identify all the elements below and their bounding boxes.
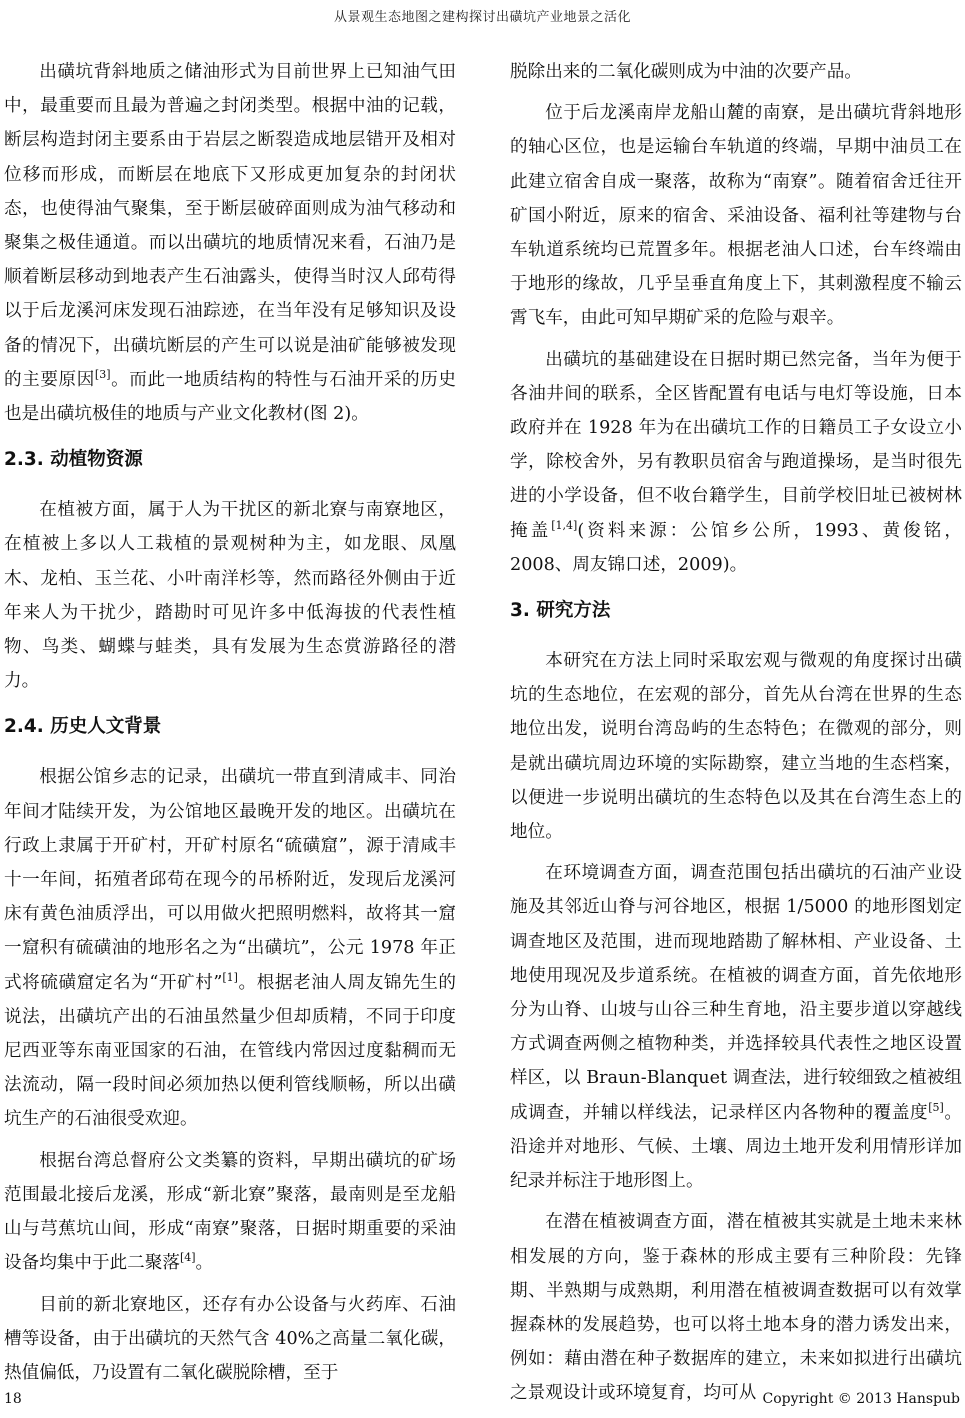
paragraph-history: 根据公馆乡志的记录，出磺坑一带直到清咸丰、同治年间才陆续开发，为公馆地区最晚开发的地区。出磺坑在行政上隶属于开矿村，开矿村原名“硫磺窟”，源于清咸丰十一年间，拓殖者邱苟在现今的吊桥附近，发现后龙溪河床有黄色油质浮出，可以用做火把照明燃料，故将其一窟一窟积有硫磺油的地形名之为“出磺坑”，公元 1978 年正式将硫磺窟定名为“开矿村”[1]。根据老油人周友锦先生的说法，出磺坑产出的石油虽然量少但却质精，不同于印度尼西亚等东南亚国家的石油，在管线内常因过度黏稠而无法流动，隔一段时间必须加热以便利管线顺畅，所以出磺坑生产的石油很受欢迎。 bbox=[4, 767, 456, 1130]
page-footer bbox=[4, 1391, 960, 1407]
paragraph-nanliao: 位于后龙溪南岸龙船山麓的南寮，是出磺坑背斜地形的轴心区位，也是运输台车轨道的终端，早期中油员工在此建立宿舍自成一聚落，故称为“南寮”。随着宿舍迁往开矿国小附近，原来的宿舍、采油设备、福利社等建物与台车轨道系统均已荒置多年。根据老油人口述，台车终端由于地形的缘故，几乎呈垂直角度上下，其刺激程度不输云霄飞车，由此可知早期矿采的危险与艰辛。 bbox=[510, 103, 962, 329]
section-heading-2-4: 2.4. 历史人文背景 bbox=[4, 716, 162, 738]
paragraph-infrastructure: 出磺坑的基础建设在日据时期已然完备，当年为便于各油井间的联系，全区皆配置有电话与电灯等设施，日本政府并在 1928 年为在出磺坑工作的日籍员工子女设立小学，除校舍外，另有教职员宿舍与跑道操场，是当时很先进的小学设备，但不收台籍学生，目前学校旧址已被树林掩盖[1,4](资料来源：公馆乡公所，1993、黄俊铭，2008、周友锦口述，2009)。 bbox=[510, 349, 962, 575]
page-number: 18 bbox=[4, 1391, 22, 1407]
paragraph-xinbeiliao: 目前的新北寮地区，还存有办公设备与火药库、石油槽等设备，由于出磺坑的天然气含 40%之高量二氧化碳，热值偏低，乃设置有二氧化碳脱除槽，至于 bbox=[4, 1294, 456, 1383]
citation: [1] bbox=[222, 970, 238, 984]
paragraph-settlements: 根据台湾总督府公文类纂的资料，早期出磺坑的矿场范围最北接后龙溪，形成“新北寮”聚落，最南则是至龙船山与芎蕉坑山间，形成“南寮”聚落，日据时期重要的采油设备均集中于此二聚落[4]。 bbox=[4, 1150, 456, 1274]
paragraph-continued: 脱除出来的二氧化碳则成为中油的次要产品。 bbox=[510, 62, 862, 82]
running-header: 从景观生态地图之建构探讨出磺坑产业地景之活化 bbox=[333, 10, 631, 25]
paragraph-geology: 出磺坑背斜地质之储油形式为目前世界上已知油气田中，最重要而且最为普遍之封闭类型。根据中油的记载，断层构造封闭主要系由于岩层之断裂造成地层错开及相对位移而形成，而断层在地底下又形成更加复杂的封闭状态，也使得油气聚集，至于断层破碎面则成为油气移动和聚集之极佳通道。而以出磺坑的地质情况来看，石油乃是顺着断层移动到地表产生石油露头，使得当时汉人邱苟得以于后龙溪河床发现石油踪迹，在当年没有足够知识及设备的情况下，出磺坑断层的产生可以说是油矿能够被发现的主要原因[3]。而此一地质结构的特性与石油开采的历史也是出磺坑极佳的地质与产业文化教材(图 2)。 bbox=[4, 62, 456, 425]
citation: [5] bbox=[928, 1100, 944, 1114]
paragraph-methods: 本研究在方法上同时采取宏观与微观的角度探讨出磺坑的生态地位，在宏观的部分，首先从台湾在世界的生态地位出发，说明台湾岛屿的生态特色；在微观的部分，则是就出磺坑周边环境的实际勘察，建立当地的生态档案，以便进一步说明出磺坑的生态特色以及其在台湾生态上的地位。 bbox=[510, 651, 962, 843]
paragraph-potential-vegetation: 在潜在植被调查方面，潜在植被其实就是土地未来林相发展的方向，鉴于森林的形成主要有三种阶段：先锋期、半熟期与成熟期，利用潜在植被调查数据可以有效掌握森林的发展趋势，也可以将土地本身的潜力诱发出来，例如：藉由潜在种子数据库的建立，未来如拟进行出磺坑之景观设计或环境复育，均可从 bbox=[510, 1212, 962, 1404]
citation: [1,4] bbox=[551, 518, 578, 532]
copyright: Copyright © 2013 Hanspub bbox=[762, 1391, 960, 1407]
section-heading-3: 3. 研究方法 bbox=[510, 600, 611, 622]
citation: [3] bbox=[94, 367, 111, 381]
left-column bbox=[4, 55, 456, 1397]
citation: [4] bbox=[179, 1251, 196, 1265]
right-column bbox=[510, 55, 962, 1418]
paragraph-flora-fauna: 在植被方面，属于人为干扰区的新北寮与南寮地区，在植被上多以人工栽植的景观树种为主，如龙眼、凤凰木、龙柏、玉兰花、小叶南洋杉等，然而路径外侧由于近年来人为干扰少，踏勘时可见许多中低海拔的代表性植物、鸟类、蝴蝶与蛙类，具有发展为生态赏游路径的潜力。 bbox=[4, 500, 456, 692]
section-heading-2-3: 2.3. 动植物资源 bbox=[4, 449, 143, 471]
paragraph-survey: 在环境调查方面，调查范围包括出磺坑的石油产业设施及其邻近山脊与河谷地区，根据 1/5000 的地形图划定调查地区及范围，进而现地踏勘了解林相、产业设备、土地使用现况及步道系统。在植被的调查方面，首先依地形分为山脊、山坡与山谷三种生育地，沿主要步道以穿越线方式调查两侧之植物种类，并选择较具代表性之地区设置样区，以 Braun-Blanquet 调查法，进行较细致之植被组成调查，并辅以样线法，记录样区内各物种的覆盖度[5]。沿途并对地形、气候、土壤、周边土地开发利用情形详加纪录并标注于地形图上。 bbox=[510, 863, 962, 1192]
